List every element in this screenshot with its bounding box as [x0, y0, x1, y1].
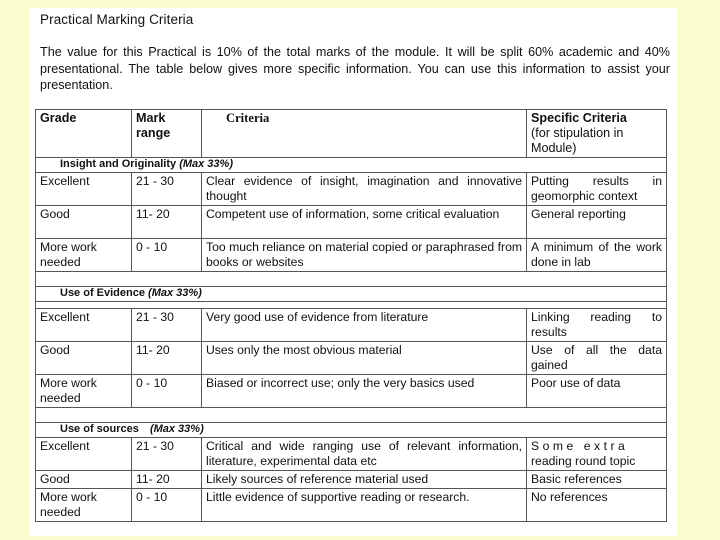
range-cell: 11- 20	[132, 342, 202, 375]
criteria-cell: Biased or incorrect use; only the very basics used	[202, 375, 527, 408]
header-grade: Grade	[36, 110, 132, 158]
grade-cell: More work needed	[36, 375, 132, 408]
criteria-cell: Very good use of evidence from literature	[202, 309, 527, 342]
section-header-sources	[36, 423, 667, 438]
table-row	[36, 471, 667, 489]
spacer-row	[36, 302, 667, 309]
intro-paragraph: The value for this Practical is 10% of the total marks of the module. It will be split 60% academic and 40% presentational. The table below gives more specific information. You can use this information to assist your presentation.	[40, 45, 670, 92]
document-title: Practical Marking Criteria	[40, 12, 194, 27]
header-mark-range: Mark range	[132, 110, 202, 158]
table-row	[36, 309, 667, 342]
specific-cell: Use of all the data gained	[527, 342, 667, 375]
document-page	[30, 8, 677, 536]
criteria-cell: Too much reliance on material copied or paraphrased from books or websites	[202, 239, 527, 272]
table-row	[36, 342, 667, 375]
specific-cell: Poor use of data	[527, 375, 667, 408]
section-name: Insight and Originality	[60, 158, 177, 170]
header-criteria: Criteria	[202, 110, 527, 158]
grade-cell: Excellent	[36, 173, 132, 206]
section-max: (Max 33%)	[148, 287, 202, 299]
grade-cell: Excellent	[36, 309, 132, 342]
section-max: (Max 33%)	[179, 158, 233, 170]
range-cell: 21 - 30	[132, 173, 202, 206]
range-cell: 0 - 10	[132, 489, 202, 522]
table-row	[36, 375, 667, 408]
specific-cell: General reporting	[527, 206, 667, 239]
grade-cell: Good	[36, 471, 132, 489]
section-name: Use of Evidence	[60, 287, 145, 299]
table-row	[36, 438, 667, 471]
specific-cell: Basic references	[527, 471, 667, 489]
marking-criteria-table	[35, 109, 667, 522]
specific-cell: A minimum of the work done in lab	[527, 239, 667, 272]
criteria-cell: Little evidence of supportive reading or research.	[202, 489, 527, 522]
specific-cell: No references	[527, 489, 667, 522]
range-cell: 21 - 30	[132, 309, 202, 342]
table-row	[36, 206, 667, 239]
criteria-cell: Clear evidence of insight, imagination and innovative thought	[202, 173, 527, 206]
section-header-insight	[36, 158, 667, 173]
grade-cell: Excellent	[36, 438, 132, 471]
criteria-cell: Competent use of information, some critical evaluation	[202, 206, 527, 239]
criteria-cell: Critical and wide ranging use of relevant information, literature, experimental data etc	[202, 438, 527, 471]
table-row	[36, 239, 667, 272]
header-specific-criteria: Specific Criteria (for stipulation in Module)	[527, 110, 667, 158]
range-cell: 0 - 10	[132, 239, 202, 272]
section-name: Use of sources	[60, 423, 139, 435]
table-header-row	[36, 110, 667, 158]
specific-cell: Linking reading to results	[527, 309, 667, 342]
specific-cell: Some extra reading round topic	[527, 438, 667, 471]
grade-cell: More work needed	[36, 489, 132, 522]
spacer-row	[36, 272, 667, 287]
criteria-cell: Uses only the most obvious material	[202, 342, 527, 375]
specific-cell: Putting results in geomorphic context	[527, 173, 667, 206]
table-row	[36, 173, 667, 206]
range-cell: 11- 20	[132, 471, 202, 489]
spacer-row	[36, 408, 667, 423]
grade-cell: Good	[36, 206, 132, 239]
grade-cell: Good	[36, 342, 132, 375]
table-row	[36, 489, 667, 522]
criteria-cell: Likely sources of reference material used	[202, 471, 527, 489]
range-cell: 0 - 10	[132, 375, 202, 408]
grade-cell: More work needed	[36, 239, 132, 272]
range-cell: 21 - 30	[132, 438, 202, 471]
range-cell: 11- 20	[132, 206, 202, 239]
section-max: (Max 33%)	[149, 423, 204, 435]
section-header-evidence	[36, 287, 667, 302]
